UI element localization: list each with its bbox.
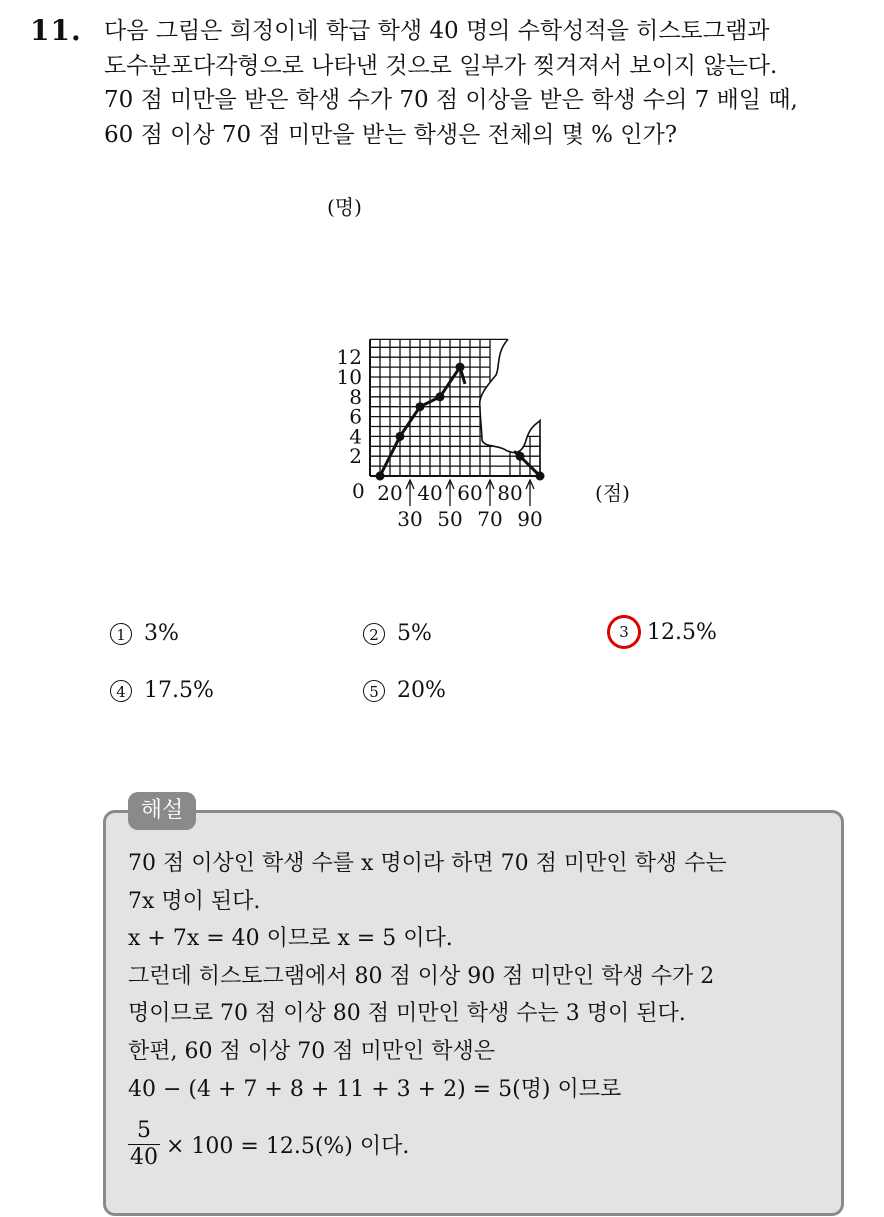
- fraction: [128, 1118, 160, 1171]
- data-point: [416, 402, 425, 411]
- y-tick-label: 2: [349, 444, 362, 469]
- choice-text: 3%: [144, 621, 179, 646]
- data-point: [436, 392, 445, 401]
- question-line: 60 점 이상 70 점 미만을 받는 학생은 전체의 몇 % 인가?: [104, 121, 678, 148]
- y-tick-labels: [337, 345, 362, 468]
- data-point: [516, 452, 525, 461]
- x-tick-label: 80: [497, 481, 523, 505]
- choice-1[interactable]: [110, 621, 179, 646]
- choice-3[interactable]: [613, 615, 717, 649]
- solution-line: 그런데 히스토그램에서 80 점 이상 90 점 미만인 학생 수가 2: [128, 963, 715, 989]
- x-tick-labels: [377, 480, 542, 531]
- y-tick-label: 8: [349, 384, 362, 409]
- solution-line: 명이므로 70 점 이상 80 점 미만인 학생 수는 3 명이 된다.: [128, 1001, 686, 1027]
- solution-text: [128, 845, 828, 1108]
- torn-mask: [480, 337, 540, 452]
- y-tick-label: 4: [349, 424, 362, 449]
- solution-line: x + 7x = 40 이므로 x = 5 이다.: [128, 926, 453, 952]
- x-tick-label: 20: [377, 481, 403, 505]
- histogram-chart: [0, 0, 884, 560]
- question-line: 도수분포다각형으로 나타낸 것으로 일부가 찢겨져서 보이지 않는다.: [104, 52, 778, 79]
- y-tick-label: 10: [336, 365, 362, 389]
- x-tick-label: 90: [517, 507, 543, 531]
- x-tick-label: 50: [437, 507, 463, 531]
- choice-number: 5: [363, 680, 385, 702]
- x-tick-label: 30: [397, 507, 423, 531]
- solution-tag: 해설: [128, 792, 196, 830]
- solution-line: 7x 명이 된다.: [128, 888, 261, 914]
- fraction-rest: × 100 = 12.5(%) 이다.: [166, 1134, 410, 1159]
- fraction-numerator: 5: [137, 1118, 151, 1143]
- choice-text: 12.5%: [647, 619, 717, 645]
- data-point: [456, 363, 465, 372]
- y-axis-label: (명): [327, 195, 362, 219]
- question-line: 다음 그림은 희정이네 학급 학생 40 명의 수학성적을 히스토그램과: [104, 18, 770, 44]
- x-tick-label: 70: [477, 507, 503, 531]
- y-tick-label: 12: [336, 345, 362, 370]
- fraction-denominator: 40: [130, 1145, 158, 1170]
- solution-line: 40 − (4 + 7 + 8 + 11 + 3 + 2) = 5(명) 이므로: [128, 1076, 622, 1102]
- choice-number: 1: [110, 623, 132, 645]
- y-tick-label: 6: [349, 404, 362, 429]
- data-point: [396, 432, 405, 441]
- question-number: 11.: [30, 14, 82, 47]
- choice-text: 5%: [397, 621, 432, 646]
- data-point: [536, 472, 545, 481]
- solution-fraction-line: [128, 1118, 409, 1171]
- choice-5[interactable]: [363, 678, 446, 703]
- choice-4[interactable]: [110, 678, 214, 703]
- solution-line: 한편, 60 점 이상 70 점 미만인 학생은: [128, 1038, 495, 1064]
- choice-number: 4: [110, 680, 132, 702]
- x-tick-label: 60: [457, 481, 483, 505]
- choice-2[interactable]: [363, 621, 432, 646]
- x-tick-label: 40: [417, 481, 443, 505]
- choice-number: 2: [363, 623, 385, 645]
- origin-label: 0: [352, 479, 365, 503]
- choice-text: 20%: [397, 678, 446, 703]
- x-axis-label: (점): [595, 481, 630, 505]
- question-line: 70 점 미만을 받은 학생 수가 70 점 이상을 받은 학생 수의 7 배일 때,: [104, 87, 798, 113]
- choice-text: 17.5%: [144, 678, 214, 703]
- choice-number-selected: 3: [607, 615, 641, 649]
- solution-line: 70 점 이상인 학생 수를 x 명이라 하면 70 점 미만인 학생 수는: [128, 851, 727, 876]
- data-point: [376, 472, 385, 481]
